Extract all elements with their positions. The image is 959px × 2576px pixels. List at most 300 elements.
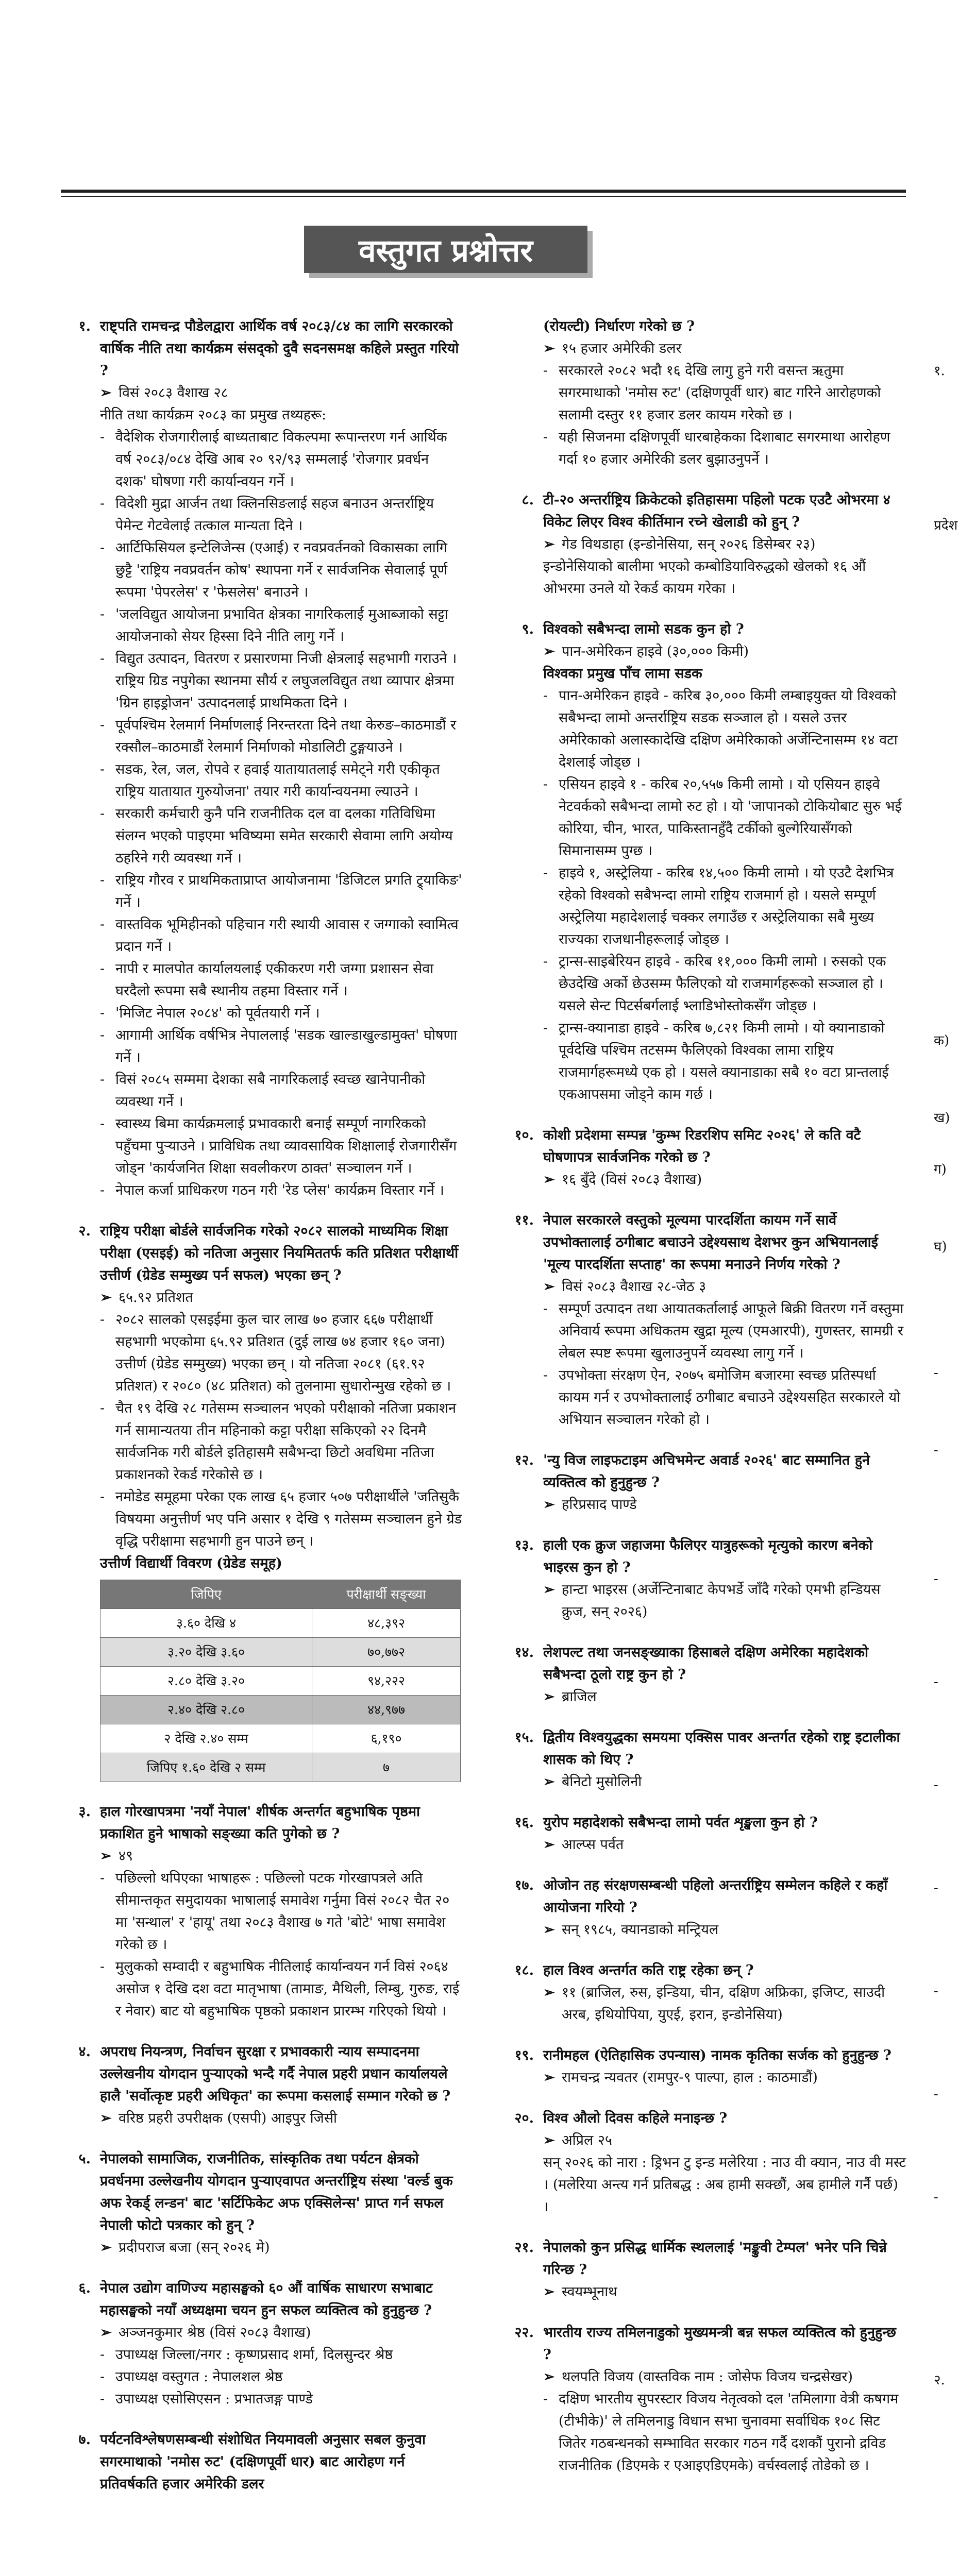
margin-mark: २.	[934, 2372, 945, 2388]
table-row	[100, 1753, 461, 1782]
margin-mark: -	[934, 1984, 938, 1999]
bullet-dash-icon: -	[543, 776, 548, 792]
answer-arrow-icon: ➢	[543, 341, 555, 357]
answer-arrow-icon: ➢	[543, 643, 555, 659]
question-heading	[510, 1959, 907, 1981]
answer-arrow-icon: ➢	[543, 1497, 555, 1513]
answer-line	[67, 2107, 464, 2129]
bullet-item	[67, 1024, 464, 1069]
section-title: वस्तुगत प्रश्नोत्तर	[304, 226, 587, 273]
bullet-text: मुलुकको सम्वादी र बहुभाषिक नीतिलाई कार्यान्वयन गर्न विसं २०६४ असोज १ देखि दश वटा मातृभाषा (तामाङ, मैथिली, लिम्बु, गुरुङ, राई र नेवार) बाट यो बहुभाषिक पृष्ठको प्रकाशन प्रारम्भ गरिएको थियो ।	[115, 1959, 460, 2019]
answer-text: अप्रिल २५	[562, 2132, 612, 2148]
question-heading	[67, 2041, 464, 2107]
question-number: १८.	[514, 1962, 534, 1978]
bullet-text: सम्पूर्ण उत्पादन तथा आयातकर्तालाई आफूले बिक्री वितरण गर्ने वस्तुमा अनिवार्य रूपमा अधिकतम खुद्रा मूल्य (एमआरपी), गुणस्तर, सामग्री र लेबल स्पष्ट रूपमा खुलाउनुपर्ने व्यवस्था लागु गर्ने ।	[559, 1301, 904, 1361]
question-block	[510, 1811, 907, 1856]
bullet-text: वास्तविक भूमिहीनको पहिचान गरी स्थायी आवास र जग्गाको स्वामित्व प्रदान गर्ने ।	[115, 917, 459, 955]
question-block	[510, 1959, 907, 2026]
question-heading	[510, 1534, 907, 1579]
question-heading	[510, 618, 907, 640]
table-cell: ४८,३९२	[312, 1609, 461, 1638]
question-heading	[67, 1220, 464, 1286]
question-number: २२.	[514, 2325, 534, 2341]
bullet-item	[510, 1017, 907, 1106]
question-block	[510, 2044, 907, 2089]
answer-arrow-icon: ➢	[543, 1985, 555, 2001]
margin-mark: -	[934, 2087, 938, 2102]
subheading: विश्वका प्रमुख पाँच लामा सडक	[543, 666, 702, 682]
bullet-dash-icon: -	[100, 1072, 105, 1088]
answer-line	[510, 1686, 907, 1708]
bullet-dash-icon: -	[100, 1489, 105, 1505]
top-rule	[61, 190, 906, 193]
bullet-dash-icon: -	[543, 429, 548, 445]
question-text: नेपालको कुन प्रसिद्ध धार्मिक स्थललाई 'मङ्कुवी टेम्पल' भनेर पनि चिन्ने गरिन्छ ?	[543, 2240, 887, 2278]
bullet-text: उपाध्यक्ष एसोसिएसन : प्रभातजङ्ग पाण्डे	[115, 2391, 313, 2407]
question-block	[510, 618, 907, 1106]
bullet-item	[67, 869, 464, 913]
bullet-text: यही सिजनमा दक्षिणपूर्वी धारबाहेकका दिशाबाट सगरमाथा आरोहण गर्दा १० हजार अमेरिकी डलर बुझाउनुपर्ने ।	[559, 429, 890, 467]
table-row	[100, 1696, 461, 1724]
bullet-dash-icon: -	[100, 1182, 105, 1198]
answer-line	[510, 1981, 907, 2026]
bullet-item	[67, 1956, 464, 2022]
margin-mark: -	[934, 2190, 938, 2205]
question-text: हाल गोरखापत्रमा 'नयाँ नेपाल' शीर्षक अन्तर्गत बहुभाषिक पृष्ठमा प्रकाशित हुने भाषाको सङ्ख्या कति पुगेको छ ?	[100, 1804, 420, 1842]
answer-arrow-icon: ➢	[100, 2110, 112, 2126]
bullet-dash-icon: -	[100, 1116, 105, 1132]
bullet-text: सरकारले २०८२ भदौ १६ देखि लागु हुने गरी वसन्त ऋतुमा सगरमाथाको 'नमोस रुट' (दक्षिणपूर्वी धार) बाट गरिने आरोहणको सलामी दस्तुर ११ हजार डलर कायम गरेको छ ।	[559, 363, 881, 423]
table-cell: २.४० देखि २.८०	[100, 1696, 312, 1724]
answer-text: १५ हजार अमेरिकी डलर	[562, 341, 682, 357]
bullet-text: ट्रान्स-साइबेरियन हाइवे - करिब ११,००० किमी लामो । रुसको एक छेउदेखि अर्को छेउसम्म फैलिएको यो राजमार्गहरूको सञ्जाल हो । यसले सेन्ट पिटर्सबर्गलाई भ्लाडिभोस्तोकसँग जोड्छ ।	[559, 954, 886, 1014]
answer-arrow-icon: ➢	[543, 1922, 555, 1938]
question-number: १६.	[514, 1815, 534, 1831]
bullet-text: उपभोक्ता संरक्षण ऐन, २०७५ बमोजिम बजारमा स्वच्छ प्रतिस्पर्धा कायम गर्न र उपभोक्तालाई ठगीबाट बचाउने उद्देश्यसहित सरकारले यो अभियान सञ्चालन गरेको हो ।	[559, 1367, 901, 1428]
question-heading	[510, 1874, 907, 1919]
question-block	[510, 1874, 907, 1941]
bullet-item	[67, 758, 464, 803]
answer-arrow-icon: ➢	[100, 1290, 112, 1306]
table-cell: ३.६० देखि ४	[100, 1609, 312, 1638]
bullet-text: सरकारी कर्मचारी कुनै पनि राजनीतिक दल वा दलका गतिविधिमा संलग्न भएको पाइएमा भविष्यमा समेत सरकारी सेवामा लागि अयोग्य ठहरिने गरी व्यवस्था गर्ने ।	[115, 806, 453, 866]
margin-mark: १.	[934, 363, 945, 379]
question-heading	[510, 2107, 907, 2129]
question-number: १०.	[514, 1127, 534, 1143]
table-cell: २.८० देखि ३.२०	[100, 1667, 312, 1696]
answer-text: अञ्जनकुमार श्रेष्ठ (विसं २०८३ वैशाख)	[119, 2325, 311, 2341]
bullet-item	[67, 2366, 464, 2388]
answer-text: पान-अमेरिकन हाइवे (३०,००० किमी)	[562, 643, 749, 659]
answer-line	[67, 2236, 464, 2259]
answer-arrow-icon: ➢	[543, 2070, 555, 2086]
bullet-item	[67, 1867, 464, 1956]
bullet-text: 'मिजिट नेपाल २०८४' को पूर्वतयारी गर्ने ।	[115, 1005, 320, 1021]
margin-mark: -	[934, 1777, 938, 1793]
question-text: नेपाल उद्योग वाणिज्य महासङ्घको ६० औं वार्षिक साधारण सभाबाट महासङ्घको नयाँ अध्यक्षमा चयन हुन सफल व्यक्तित्व को हुनुहुन्छ ?	[100, 2280, 433, 2318]
answer-text: १६ बुँदे (विसं २०८३ वैशाख)	[562, 1172, 702, 1188]
answer-arrow-icon: ➢	[543, 1582, 555, 1598]
answer-line	[510, 2281, 907, 2303]
answer-line	[510, 1771, 907, 1793]
table-cell: ६,१९०	[312, 1724, 461, 1753]
table-cell: ३.२० देखि ३.६०	[100, 1638, 312, 1667]
bullet-item	[67, 537, 464, 603]
table-row	[100, 1638, 461, 1667]
question-block	[510, 489, 907, 600]
answer-text: प्रदीपराज बजा (सन् २०२६ मे)	[119, 2240, 270, 2256]
bullet-text: स्वास्थ्य बिमा कार्यक्रमलाई प्रभावकारी बनाई सम्पूर्ण नागरिकको पहुँचमा पुऱ्याउने । प्राविधिक तथा व्यावसायिक शिक्षालाई रोजगारीसँग जोड्न 'कार्यजनित शिक्षा सवलीकरण ठाक्त' सञ्चालन गर्ने ।	[115, 1116, 457, 1176]
bullet-dash-icon: -	[100, 2347, 105, 2363]
question-heading	[510, 489, 907, 533]
question-number: १९.	[514, 2047, 534, 2063]
question-number: ३.	[78, 1804, 91, 1820]
bullet-item	[67, 913, 464, 958]
bullet-dash-icon: -	[100, 872, 105, 888]
question-heading	[510, 1124, 907, 1168]
answer-body: नीति तथा कार्यक्रम २०८३ का प्रमुख तथ्यहरू:	[100, 407, 327, 423]
question-text: रानीमहल (ऐतिहासिक उपन्यास) नामक कृतिका सर्जक को हुनुहुन्छ ?	[543, 2047, 891, 2063]
bullet-text: 'जलविद्युत आयोजना प्रभावित क्षेत्रका नागरिकलाई मुआब्जाको सट्टा आयोजनाको सेयर हिस्सा दिने नीति लागु गर्ने ।	[115, 606, 448, 645]
bullet-dash-icon: -	[100, 717, 105, 733]
bullet-text: एसियन हाइवे १ - करिब २०,५५७ किमी लामो । यो एसियन हाइवे नेटवर्कको सबैभन्दा लामो रुट हो । यो 'जापानको टोकियोबाट सुरु भई कोरिया, चीन, भारत, पाकिस्तानहुँदै टर्कीको बुल्गेरियासँगको सिमानासम्म पुग्छ ।	[559, 776, 902, 859]
bullet-item	[67, 603, 464, 648]
bullet-dash-icon: -	[100, 1005, 105, 1021]
bullet-dash-icon: -	[100, 806, 105, 822]
answer-text: गेड विथडाहा (इन्डोनेसिया, सन् २०२६ डिसेम्बर २३)	[562, 536, 816, 552]
answer-line	[510, 1494, 907, 1516]
answer-text: हान्टा भाइरस (अर्जेन्टिनाबाट केपभर्डे जाँदै गरेको एमभी हन्डियस क्रुज, सन् २०२६)	[562, 1582, 881, 1620]
question-text: ओजोन तह संरक्षणसम्बन्धी पहिलो अन्तर्राष्ट्रिय सम्मेलन कहिले र कहाँ आयोजना गरियो ?	[543, 1877, 888, 1916]
question-heading	[510, 1641, 907, 1686]
answer-line	[67, 1845, 464, 1867]
bullet-dash-icon: -	[100, 606, 105, 622]
bullet-text: पूर्वपश्चिम रेलमार्ग निर्माणलाई निरन्तरता दिने तथा केरुङ–काठमाडौं र रक्सौल–काठमाडौं रेलमार्ग निर्माणको मोडालिटी टुङ्गयाउने ।	[115, 717, 457, 755]
answer-text: रामचन्द्र न्यवतर (रामपुर-९ पाल्पा, हाल : काठमाडौं)	[562, 2070, 818, 2086]
question-heading	[67, 2277, 464, 2321]
bullet-item	[510, 2388, 907, 2477]
answer-line	[510, 1834, 907, 1856]
bullet-dash-icon: -	[100, 540, 105, 556]
bullet-item	[67, 648, 464, 714]
question-heading	[67, 1801, 464, 1845]
answer-text: ११ (ब्राजिल, रुस, इन्डिया, चीन, दक्षिण अफ्रिका, इजिप्ट, साउदी अरब, इथियोपिया, युएई, इरान, इन्डोनेसिया)	[562, 1985, 885, 2023]
answer-line	[510, 1919, 907, 1941]
bullet-item	[67, 1486, 464, 1552]
answer-text: विसं २०८३ वैशाख २८-जेठ ३	[562, 1279, 706, 1295]
question-text: पर्यटनविश्लेषणसम्बन्धी संशोधित नियमावली अनुसार सबल कुनुवा सगरमाथाको 'नमोस रुट' (दक्षिणपूर्वी धार) बाट आरोहण गर्न प्रतिवर्षकति हजार अमेरिकी डलर	[100, 2432, 426, 2492]
bullet-dash-icon: -	[100, 1959, 105, 1975]
answer-line	[510, 1168, 907, 1191]
question-number: ५.	[78, 2151, 91, 2167]
results-table	[100, 1580, 461, 1782]
bullet-item	[67, 803, 464, 869]
question-heading	[510, 1449, 907, 1494]
answer-text: थलपति विजय (वास्तविक नाम : जोसेफ विजय चन्द्रसेखर)	[562, 2369, 853, 2385]
question-text: नेपालको सामाजिक, राजनीतिक, सांस्कृतिक तथा पर्यटन क्षेत्रको प्रवर्धनमा उल्लेखनीय योगदान पुऱ्याएवापत अन्तर्राष्ट्रिय संस्था 'वर्ल्ड बुक अफ रेकर्ड् लन्डन' बाट 'सर्टिफिकेट अफ एक्सिलेन्स' प्राप्त गर्न सफल नेपाली फोटो पत्रकार को हुन् ?	[100, 2151, 453, 2233]
question-text: विश्व औलो दिवस कहिले मनाइन्छ ?	[543, 2110, 728, 2126]
question-number: ६.	[78, 2280, 91, 2296]
answer-text: बेनिटो मुसोलिनी	[562, 1774, 642, 1790]
question-heading	[510, 1726, 907, 1771]
bullet-item	[510, 1298, 907, 1364]
table-cell: ७	[312, 1753, 461, 1782]
question-number: ७.	[78, 2432, 91, 2448]
question-text: राष्ट्रिय परीक्षा बोर्डले सार्वजनिक गरेको २०८२ सालको माध्यमिक शिक्षा परीक्षा (एसइई) को नतिजा अनुसार नियमिततर्फ कति प्रतिशत परीक्षार्थी उत्तीर्ण (ग्रेडेड सम्मुख्य पर्न सफल) भएका छन् ?	[100, 1223, 459, 1283]
table-cell: ९४,२२२	[312, 1667, 461, 1696]
question-block	[510, 1534, 907, 1623]
bullet-text: वैदेशिक रोजगारीलाई बाध्यताबाट विकल्पमा रूपान्तरण गर्न आर्थिक वर्ष २०८३/०८४ देखि आब २० ९२/९३ सम्मलाई 'रोजगार प्रवर्धन दशक' घोषणा गरी कार्यान्वयन गर्ने ।	[115, 429, 447, 489]
question-number: ९.	[521, 621, 534, 637]
bullet-dash-icon: -	[543, 865, 548, 881]
question-number: १४.	[514, 1645, 534, 1660]
question-number: २.	[78, 1223, 91, 1239]
answer-arrow-icon: ➢	[543, 2369, 555, 2385]
question-number: ८.	[521, 492, 534, 508]
margin-mark: -	[934, 1674, 938, 1690]
question-block	[67, 1801, 464, 2022]
table-header-row	[100, 1580, 461, 1609]
question-block	[510, 1209, 907, 1431]
question-block	[510, 2321, 907, 2477]
question-text: हाली एक क्रुज जहाजमा फैलिएर यात्रुहरूको मृत्युको कारण बनेको भाइरस कुन हो ?	[543, 1537, 873, 1575]
question-block	[510, 1124, 907, 1191]
answer-arrow-icon: ➢	[543, 2284, 555, 2300]
answer-arrow-icon: ➢	[543, 536, 555, 552]
question-heading	[67, 315, 464, 382]
bullet-item	[510, 685, 907, 773]
question-heading	[510, 2321, 907, 2366]
bullet-dash-icon: -	[543, 1301, 548, 1317]
answer-text: स्वयम्भूनाथ	[562, 2284, 617, 2300]
question-number: १३.	[514, 1537, 534, 1553]
bullet-text: उपाध्यक्ष वस्तुगत : नेपालशल श्रेष्ठ	[115, 2369, 283, 2385]
bullet-dash-icon: -	[100, 1400, 105, 1416]
bullet-item	[510, 773, 907, 862]
question-block	[67, 2277, 464, 2410]
bullet-dash-icon: -	[100, 496, 105, 512]
bullet-dash-icon: -	[543, 1020, 548, 1036]
table-cell: ४४,९७७	[312, 1696, 461, 1724]
question-number: ११.	[514, 1212, 534, 1228]
bullet-text: नेपाल कर्जा प्राधिकरण गठन गरी 'रेड प्लेस' कार्यक्रम विस्तार गर्ने ।	[115, 1182, 444, 1198]
left-column	[67, 315, 464, 2514]
bullet-item	[67, 1069, 464, 1113]
bullet-item	[510, 426, 907, 470]
question-heading	[510, 1209, 907, 1276]
answer-line	[510, 640, 907, 663]
answer-text: ४९	[119, 1848, 133, 1864]
answer-arrow-icon: ➢	[100, 2325, 112, 2341]
bullet-dash-icon: -	[543, 954, 548, 970]
question-number	[510, 315, 534, 337]
question-text: भारतीय राज्य तमिलनाडुको मुख्यमन्त्री बन्न सफल व्यक्तित्व को हुनुहुन्छ ?	[543, 2325, 896, 2363]
margin-mark: ग)	[934, 1162, 947, 1177]
answer-line	[510, 2129, 907, 2151]
bullet-text: पान-अमेरिकन हाइवे - करिब ३०,००० किमी लम्बाइयुक्त यो विश्वको सबैभन्दा लामो अन्तर्राष्ट्रिय सडक सञ्जाल हो । यसले उत्तर अमेरिकाको अलास्कादेखि दक्षिण अमेरिकाको अर्जेन्टिनासम्म १४ वटा देशलाई जोड्छ ।	[559, 688, 898, 770]
question-block	[510, 1641, 907, 1708]
bullet-text: हाइवे १, अस्ट्रेलिया - करिब १४,५०० किमी लामो । यो एउटै देशभित्र रहेको विश्वको सबैभन्दा लामो राष्ट्रिय राजमार्ग हो । यसले सम्पूर्ण अस्ट्रेलिया महादेशलाई चक्कर लगाउँछ र अस्ट्रेलियाका सबै मुख्य राज्यका राजधानीहरूलाई जोड्छ ।	[559, 865, 894, 947]
table-title: उत्तीर्ण विद्यार्थी विवरण (ग्रेडेड समूह)	[100, 1555, 282, 1571]
question-text: विश्वको सबैभन्दा लामो सडक कुन हो ?	[543, 621, 744, 637]
bullet-item	[67, 1179, 464, 1201]
bullet-dash-icon: -	[100, 2369, 105, 2385]
question-text: (रोयल्टी) निर्धारण गरेको छ ?	[543, 318, 695, 334]
answer-text: वरिष्ठ प्रहरी उपरीक्षक (एसपी) आइपुर जिसी	[119, 2110, 337, 2126]
bullet-item	[67, 493, 464, 537]
answer-line	[67, 2321, 464, 2344]
right-column	[510, 315, 907, 2495]
question-heading	[67, 2148, 464, 2236]
bullet-text: २०८२ सालको एसइईमा कुल चार लाख ७० हजार ६६७ परीक्षार्थी सहभागी भएकोमा ६५.९२ प्रतिशत (दुई लाख ७४ हजार १६० जना) उत्तीर्ण (ग्रेडेड सम्मुख्य) भएका छन् । यो नतिजा २०८१ (६१.९२ प्रतिशत) र २०८० (४८ प्रतिशत) को तुलनामा सुधारोन्मुख रहेको छ ।	[115, 1312, 451, 1394]
bullet-item	[67, 958, 464, 1002]
top-rule-thin	[61, 196, 906, 197]
question-number: १.	[78, 318, 91, 334]
answer-line	[510, 337, 907, 360]
question-heading	[510, 1811, 907, 1834]
bullet-item	[67, 1397, 464, 1486]
question-text: कोशी प्रदेशमा सम्पन्न 'कुम्भ रिडरशिप समिट २०२६' ले कति वटै घोषणापत्र सार्वजनिक गरेको छ ?	[543, 1127, 861, 1165]
question-number: १५.	[514, 1730, 534, 1745]
table-row	[100, 1667, 461, 1696]
table-cell: जिपिए १.६० देखि २ सम्म	[100, 1753, 312, 1782]
margin-mark: -	[934, 1443, 938, 1458]
answer-arrow-icon: ➢	[100, 385, 112, 401]
bullet-item	[67, 426, 464, 493]
margin-mark: -	[934, 1880, 938, 1896]
answer-arrow-icon: ➢	[543, 2132, 555, 2148]
table-cell: ७०,७७२	[312, 1638, 461, 1667]
table-cell: २ देखि २.४० सम्म	[100, 1724, 312, 1753]
bullet-text: दक्षिण भारतीय सुपरस्टार विजय नेतृत्वको दल 'तमिलागा वेत्री कषगम (टीभीके)' ले तमिलनाडु विधान सभा चुनावमा सर्वाधिक १०८ सिट जितेर गठबन्धनको सम्भावित सरकार गठन गर्दै दशकौं पुरानो द्रविड राजनीतिक (डिएमके र एआइएडिएमके) वर्चस्वलाई तोडेको छ ।	[559, 2391, 899, 2473]
answer-text: हरिप्रसाद पाण्डे	[562, 1497, 637, 1513]
margin-mark: ख)	[934, 1110, 950, 1126]
bullet-dash-icon: -	[543, 688, 548, 704]
answer-body: सन् २०२६ को नारा : ड्रिभन टु इन्ड मलेरिया : नाउ वी क्यान, नाउ वी मस्ट । (मलेरिया अन्त्य गर्न प्रतिबद्ध : अब हामी सक्छौं, अब हामीले गर्नै पर्छ) ।	[543, 2155, 906, 2215]
answer-arrow-icon: ➢	[543, 1837, 555, 1853]
question-block	[510, 315, 907, 470]
bullet-item	[510, 1364, 907, 1431]
question-block	[67, 1220, 464, 1782]
bullet-text: आगामी आर्थिक वर्षभित्र नेपाललाई 'सडक खाल्डाखुल्डामुक्त' घोषणा गर्ने ।	[115, 1027, 458, 1065]
table-row	[100, 1724, 461, 1753]
question-block	[67, 2148, 464, 2259]
question-block	[510, 2236, 907, 2303]
answer-text: ६५.९२ प्रतिशत	[119, 1290, 193, 1306]
answer-text: विसं २०८३ वैशाख २८	[119, 385, 228, 401]
bullet-dash-icon: -	[100, 961, 105, 977]
table-row	[100, 1609, 461, 1638]
question-number: २१.	[514, 2240, 534, 2256]
answer-line	[510, 1276, 907, 1298]
bullet-dash-icon: -	[100, 1870, 105, 1886]
question-block	[510, 1449, 907, 1516]
table-header-cell: परीक्षार्थी सङ्ख्या	[312, 1580, 461, 1609]
bullet-text: विद्युत उत्पादन, वितरण र प्रसारणमा निजी क्षेत्रलाई सहभागी गराउने । राष्ट्रिय ग्रिड नपुगेका स्थानमा सौर्य र लघुजलविद्युत तथा व्यापार क्षेत्रमा 'ग्रिन हाइड्रोजन' उत्पादनलाई प्राथमिकता दिने ।	[115, 651, 457, 711]
bullet-dash-icon: -	[100, 1027, 105, 1043]
bullet-item	[67, 1309, 464, 1397]
bullet-text: नमोडेड समूहमा परेका एक लाख ६५ हजार ५०७ परीक्षार्थीले 'जतिसुकै विषयमा अनुत्तीर्ण भए पनि असार १ देखि ९ गतेसम्म सञ्चालन हुने ग्रेड वृद्धि परीक्षामा सहभागी हुन पाउने छन् ।	[115, 1489, 462, 1549]
margin-mark: क)	[934, 1033, 950, 1048]
question-heading	[510, 2044, 907, 2066]
question-number: ४.	[78, 2044, 91, 2060]
margin-mark: -	[934, 1571, 938, 1587]
answer-arrow-icon: ➢	[100, 2240, 112, 2256]
margin-mark: -	[934, 1365, 938, 1381]
question-number: २०.	[514, 2110, 534, 2126]
question-text: 'न्यु विज लाइफटाइम अचिभमेन्ट अवार्ड २०२६' बाट सम्मानित हुने व्यक्तित्व को हुनुहुन्छ ?	[543, 1452, 870, 1490]
bullet-item	[67, 1113, 464, 1179]
bullet-item	[510, 862, 907, 951]
bullet-dash-icon: -	[543, 363, 548, 379]
answer-line	[510, 2366, 907, 2388]
answer-line	[510, 533, 907, 555]
answer-arrow-icon: ➢	[100, 1848, 112, 1864]
question-text: राष्ट्पति रामचन्द्र पौडेलद्वारा आर्थिक वर्ष २०८३/८४ का लागि सरकारको वार्षिक नीति तथा कार्यक्रम संसद्‌को दुवै सदनसमक्ष कहिले प्रस्तुत गरियो ?	[100, 318, 459, 379]
question-block	[67, 315, 464, 1201]
question-heading	[510, 315, 907, 337]
answer-arrow-icon: ➢	[543, 1279, 555, 1295]
bullet-text: पछिल्लो थपिएका भाषाहरू : पछिल्लो पटक गोरखापत्रले अति सीमान्तकृत समुदायका भाषालाई समावेश गर्नुमा विसं २०८२ चैत २० मा 'सन्थाल' र 'हायू' तथा २०८३ वैशाख ७ गते 'बोटे' भाषा समावेश गरेको छ ।	[115, 1870, 450, 1953]
bullet-item	[510, 360, 907, 426]
question-block	[510, 2107, 907, 2218]
bullet-dash-icon: -	[543, 1367, 548, 1383]
question-block	[67, 2041, 464, 2129]
question-number: १२.	[514, 1452, 534, 1468]
question-number: १७.	[514, 1877, 534, 1893]
answer-body: इन्डोनेसियाको बालीमा भएको कम्बोडियाविरुद्धको खेलको १६ औं ओभरमा उनले यो रेकर्ड कायम गरेका ।	[543, 558, 866, 597]
bullet-text: आर्टिफिसियल इन्टेलिजेन्स (एआई) र नवप्रवर्तनको विकासका लागि छुट्टै 'राष्ट्रिय नवप्रवर्तन कोष' स्थापना गर्ने र सार्वजनिक सेवालाई पूर्ण रूपमा 'पेपरलेस' र 'फेसलेस' बनाउने ।	[115, 540, 448, 600]
bullet-dash-icon: -	[100, 651, 105, 667]
bullet-text: विसं २०८५ सम्ममा देशका सबै नागरिकलाई स्वच्छ खानेपानीको व्यवस्था गर्ने ।	[115, 1072, 426, 1110]
answer-arrow-icon: ➢	[543, 1774, 555, 1790]
question-text: लेशपल्ट तथा जनसङ्ख्याका हिसाबले दक्षिण अमेरिका महादेशको सबैभन्दा ठूलो राष्ट्र कुन हो ?	[543, 1645, 869, 1683]
answer-text: सन् १९८५, क्यानडाको मन्ट्रियल	[562, 1922, 719, 1938]
answer-line	[67, 1286, 464, 1309]
bullet-text: उपाध्यक्ष जिल्ला/नगर : कृष्णप्रसाद शर्मा, दिलसुन्दर श्रेष्ठ	[115, 2347, 393, 2363]
bullet-dash-icon: -	[100, 429, 105, 445]
question-heading	[67, 2429, 464, 2495]
answer-text: ब्राजिल	[562, 1689, 597, 1705]
answer-arrow-icon: ➢	[543, 1172, 555, 1188]
bullet-dash-icon: -	[100, 1312, 105, 1328]
question-text: युरोप महादेशको सबैभन्दा लामो पर्वत शृङ्खला कुन हो ?	[543, 1815, 818, 1831]
bullet-dash-icon: -	[100, 2391, 105, 2407]
bullet-text: चैत १९ देखि २८ गतेसम्म सञ्चालन भएको परीक्षाको नतिजा प्रकाशन गर्न सामान्यतया तीन महिनाको कट्टा परीक्षा सकिएको २२ दिनमै सार्वजनिक गरी बोर्डले इतिहासमै सबैभन्दा छिटो अवधिमा नतिजा प्रकाशनको रेकर्ड गरेकोसे छ ।	[115, 1400, 457, 1483]
bullet-dash-icon: -	[100, 917, 105, 933]
bullet-text: विदेशी मुद्रा आर्जन तथा क्लिनसिङलाई सहज बनाउन अन्तर्राष्ट्रिय पेमेन्ट गेटवेलाई तत्काल मान्यता दिने ।	[115, 496, 434, 534]
bullet-dash-icon: -	[543, 2391, 548, 2407]
table-header-cell: जिपिए	[100, 1580, 312, 1609]
question-text: अपराध नियन्त्रण, निर्वाचन सुरक्षा र प्रभावकारी न्याय सम्पादनमा उल्लेखनीय योगदान पुऱ्याएको भन्दै गर्दै नेपाल प्रहरी प्रधान कार्यालयले हालै 'सर्वोत्कृष्ट प्रहरी अधिकृत' का रूपमा कसलाई सम्मान गरेको छ ?	[100, 2044, 451, 2104]
answer-line	[510, 1579, 907, 1623]
bullet-text: राष्ट्रिय गौरव र प्राथमिकताप्राप्त आयोजनामा 'डिजिटल प्रगति ट्र्याकिङ' गर्ने ।	[115, 872, 462, 910]
bullet-dash-icon: -	[100, 761, 105, 777]
bullet-item	[67, 2344, 464, 2366]
bullet-text: नापी र मालपोत कार्यालयलाई एकीकरण गरी जग्गा प्रशासन सेवा घरदैलो रूपमा सबै स्थानीय तहमा विस्तार गर्ने ।	[115, 961, 434, 999]
question-text: हाल विश्व अन्तर्गत कति राष्ट्र रहेका छन् ?	[543, 1962, 754, 1978]
bullet-text: सडक, रेल, जल, रोपवे र हवाई यातायातलाई समेट्ने गरी एकीकृत राष्ट्रिय यातायात गुरुयोजना' तयार गरी कार्यान्वयनमा ल्याउने ।	[115, 761, 440, 800]
question-block	[67, 2429, 464, 2495]
question-text: टी-२० अन्तर्राष्ट्रिय क्रिकेटको इतिहासमा पहिलो पटक एउटै ओभरमा ४ विकेट लिएर विश्व कीर्तिमान रच्ने खेलाडी को हुन् ?	[543, 492, 890, 530]
question-heading	[510, 2236, 907, 2281]
bullet-text: ट्रान्स-क्यानाडा हाइवे - करिब ७,८२१ किमी लामो । यो क्यानाडाको पूर्वदेखि पश्चिम तटसम्म फैलिएको विश्वका लामा राष्ट्रिय राजमार्गहरूमध्ये एक हो । यसले क्यानाडाका सबै १० वटा प्रान्तलाई एकआपसमा जोड्ने काम गर्छ ।	[559, 1020, 889, 1103]
bullet-item	[67, 714, 464, 758]
margin-mark: प्रदेश	[934, 518, 958, 533]
question-text: द्वितीय विश्वयुद्धका समयमा एक्सिस पावर अन्तर्गत रहेको राष्ट्र इटालीका शासक को थिए ?	[543, 1730, 900, 1768]
margin-mark: घ)	[934, 1239, 947, 1255]
answer-line	[510, 2066, 907, 2089]
